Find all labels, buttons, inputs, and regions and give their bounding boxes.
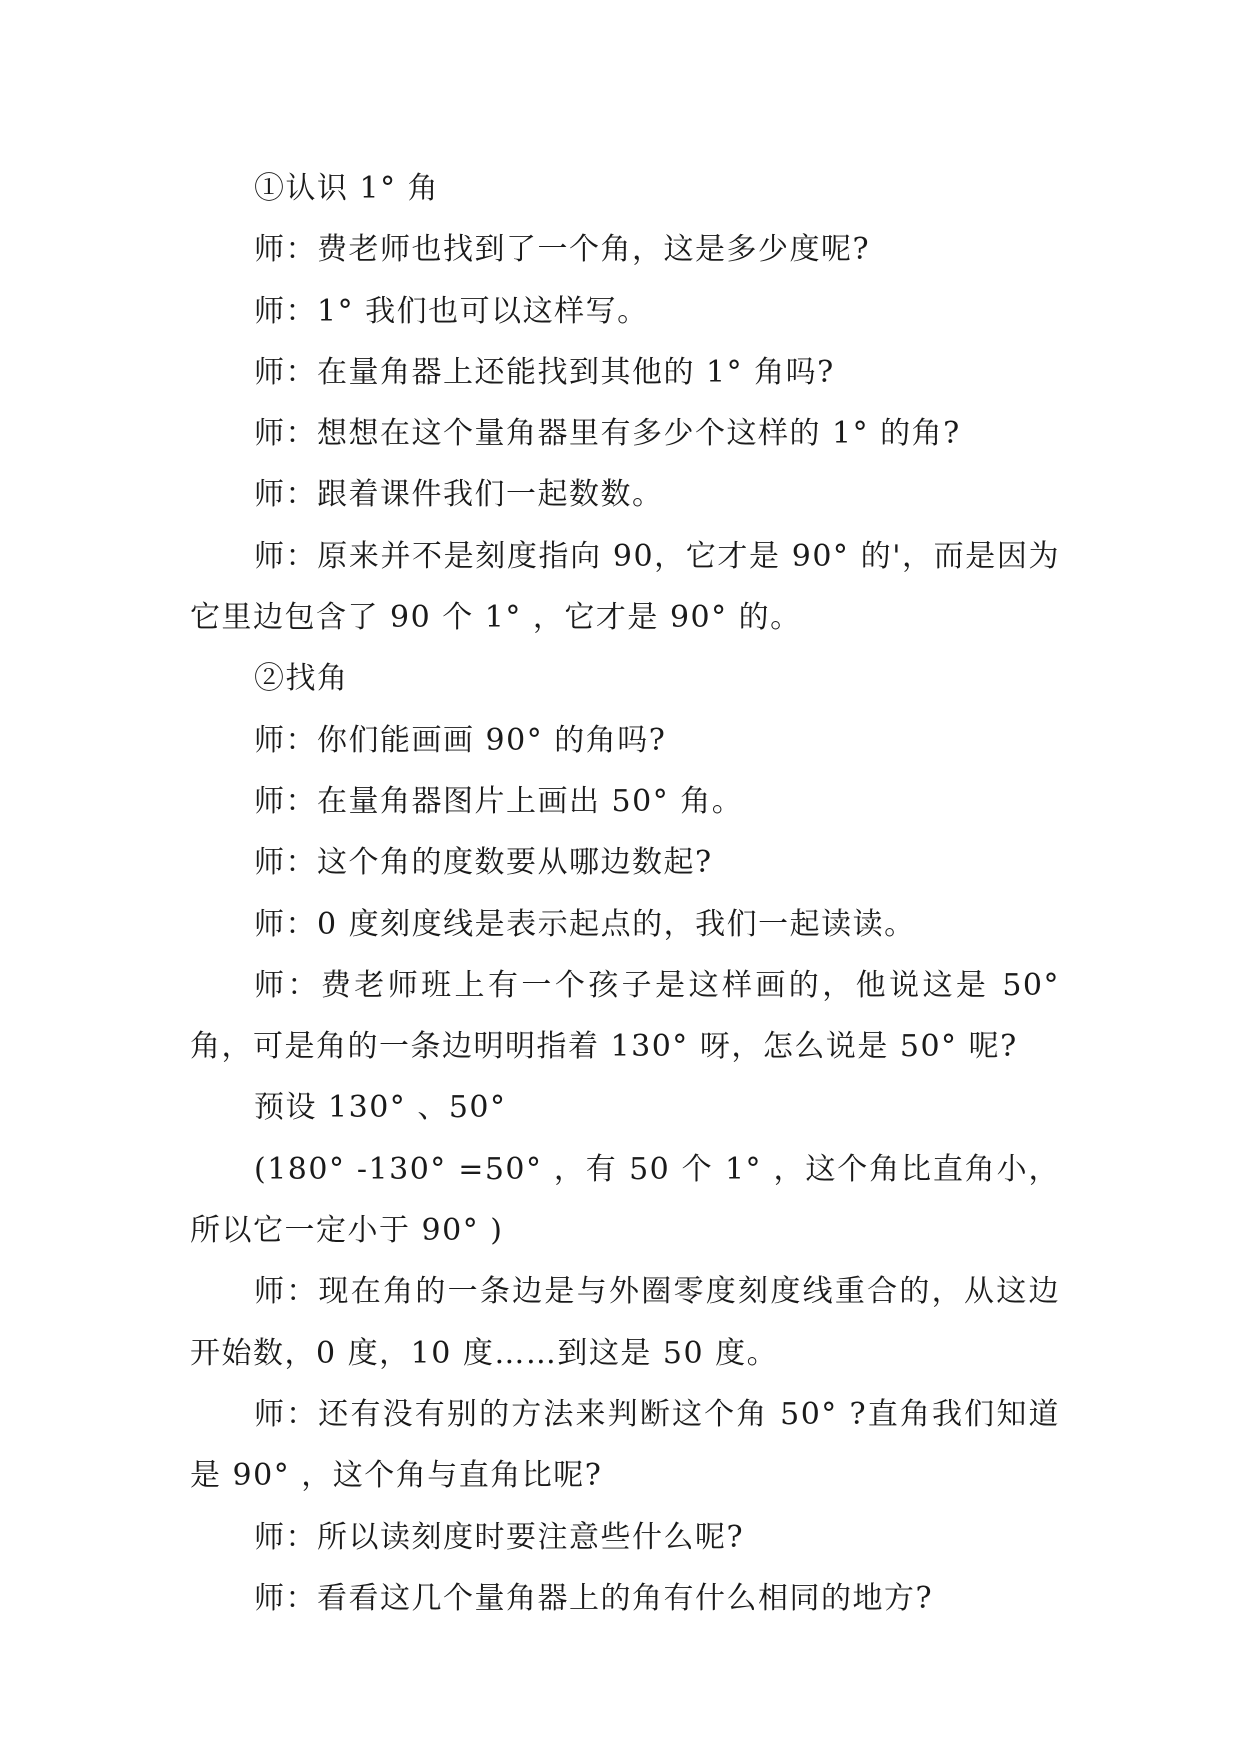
- paragraph: (180° -130° =50° ，有 50 个 1° ，这个角比直角小，所以它一定小于 90° ): [190, 1151, 1060, 1249]
- paragraph: 师：你们能画画 90° 的角吗?: [254, 722, 667, 758]
- section-heading-find-angle: ②找角: [254, 661, 349, 697]
- paragraph: 师：在量角器图片上画出 50° 角。: [254, 783, 744, 819]
- paragraph: 师：还有没有别的方法来判断这个角 50° ?直角我们知道是 90° ，这个角与直角比呢?: [190, 1396, 1060, 1494]
- document-body: [190, 158, 1060, 1629]
- paragraph: 师：原来并不是刻度指向 90，它才是 90° 的'，而是因为它里边包含了 90 个 1° ，它才是 90° 的。: [190, 538, 1060, 636]
- paragraph: 师：跟着课件我们一起数数。: [254, 477, 664, 513]
- paragraph: 预设 130° 、50°: [254, 1090, 507, 1126]
- paragraph: 师：费老师也找到了一个角，这是多少度呢?: [254, 232, 871, 268]
- paragraph: 师：费老师班上有一个孩子是这样画的，他说这是 50° 角，可是角的一条边明明指着 130° 呀，怎么说是 50° 呢?: [190, 967, 1060, 1065]
- paragraph: 师：在量角器上还能找到其他的 1° 角吗?: [254, 354, 835, 390]
- paragraph: 师：1° 我们也可以这样写。: [254, 293, 649, 329]
- paragraph: 师：这个角的度数要从哪边数起?: [254, 845, 713, 881]
- paragraph: 师：想想在这个量角器里有多少个这样的 1° 的角?: [254, 416, 961, 452]
- paragraph: 师：0 度刻度线是表示起点的，我们一起读读。: [254, 906, 916, 942]
- paragraph: 师：现在角的一条边是与外圈零度刻度线重合的，从这边开始数，0 度，10 度……到这是 50 度。: [190, 1274, 1060, 1371]
- paragraph: 师：所以读刻度时要注意些什么呢?: [254, 1519, 745, 1555]
- paragraph: 师：看看这几个量角器上的角有什么相同的地方?: [254, 1580, 934, 1616]
- section-heading-recognize-1-degree: ①认识 1° 角: [254, 171, 440, 206]
